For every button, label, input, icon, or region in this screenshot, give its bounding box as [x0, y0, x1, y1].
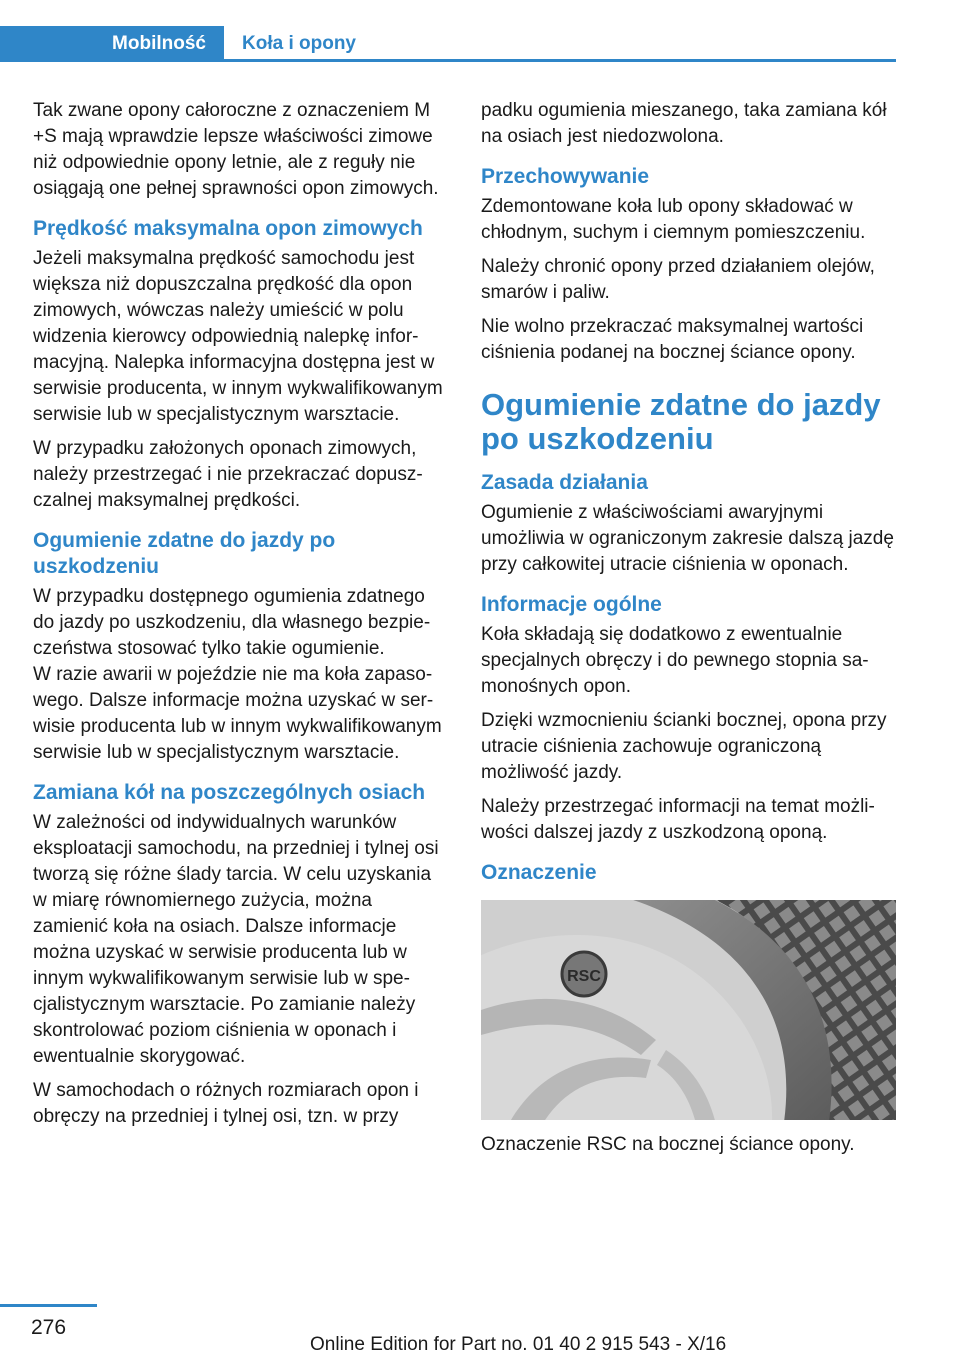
paragraph: W przypadku dostępnego ogumienia zdatnego do jazdy po uszkodzeniu, dla własnego bezpieczeństwa stosować tylko takie ogumienie.: [33, 586, 431, 659]
section-heading-swap: Zamiana kół na poszczególnych osiach: [33, 781, 426, 804]
tire-illustration: [481, 900, 896, 1120]
left-column: [33, 98, 449, 1138]
tab-mobilnosc: [0, 26, 224, 62]
header-tabs: [0, 26, 896, 62]
header-divider: [224, 59, 896, 62]
paragraph: Należy przestrzegać informacji na temat możliwości dalszej jazdy z uszkodzoną oponą.: [481, 796, 875, 843]
footer-divider: [0, 1304, 97, 1307]
paragraph: Należy chronić opony przed działaniem olejów, smarów i paliw.: [481, 256, 875, 303]
section-heading-storage: Przechowywanie: [481, 165, 650, 188]
chapter-heading-runflat: Ogumienie zdatne do jazdy po uszkodzeniu: [481, 387, 881, 456]
section-heading-general: Informacje ogólne: [481, 593, 662, 616]
paragraph: W przypadku założonych oponach zimowych, należy przestrzegać i nie przekraczać dopuszczalnej maksymalnej prędkości.: [33, 438, 423, 511]
paragraph: Tak zwane opony całoroczne z oznaczeniem M +S mają wprawdzie lepsze właściwości zimowe niż odpowiednie opony letnie, ale z reguły nie osiągają one pełnej sprawności opon zimowych.: [33, 100, 439, 199]
paragraph: padku ogumienia mieszanego, taka zamiana kół na osiach jest niedozwolona.: [481, 100, 887, 147]
edition-note: Online Edition for Part no. 01 40 2 915 543 - X/16: [310, 1334, 727, 1355]
right-column: [481, 98, 897, 1166]
tire-sidewall-figure: [481, 900, 896, 1120]
tab-kola-i-opony: [224, 26, 896, 62]
section-heading-speed: Prędkość maksymalna opon zimowych: [33, 217, 423, 240]
paragraph: Dzięki wzmocnieniu ścianki bocznej, opona przy utracie ciśnienia zachowuje ograniczoną możliwość jazdy.: [481, 710, 887, 783]
figure-caption: Oznaczenie RSC na bocznej ściance opony.: [481, 1134, 855, 1155]
paragraph: Zdemontowane koła lub opony składować w chłodnym, suchym i ciemnym pomieszczeniu.: [481, 196, 866, 243]
paragraph: Ogumienie z właściwościami awaryjnymi umożliwia w ograniczonym zakresie dalszą jazdę przy całkowitej utracie ciśnienia w oponach.: [481, 502, 894, 575]
section-heading-marking: Oznaczenie: [481, 861, 597, 884]
paragraph: Jeżeli maksymalna prędkość samochodu jest większa niż dopuszczalna prędkość dla opon zimowych, wówczas należy umieścić w polu widzenia kierowcy odpowiednią nalepkę informacyjną. Nalepka informacyjna dostępna jest w serwisie producenta, w innym wykwalifikowanym serwisie lub w specjalistycznym warsztacie.: [33, 248, 443, 425]
paragraph: W razie awarii w pojeździe nie ma koła zapasowego. Dalsze informacje można uzyskać w serwisie producenta lub w innym wykwalifikowanym serwisie lub w specjalistycznym warsztacie.: [33, 664, 442, 763]
tab-mobilnosc-label: Mobilność: [112, 33, 206, 54]
section-heading-principle: Zasada działania: [481, 471, 648, 494]
paragraph: Nie wolno przekraczać maksymalnej wartości ciśnienia podanej na bocznej ściance opony.: [481, 316, 864, 363]
section-heading-runflat: Ogumienie zdatne do jazdy po uszkodzeniu: [33, 529, 336, 578]
rsc-emblem: RSC: [567, 968, 601, 985]
paragraph: W zależności od indywidualnych warunków eksploatacji samochodu, na przedniej i tylnej osi tworzą się różne ślady tarcia. W celu uzyskania w miarę równomiernego zużycia, można zamienić koła na osiach. Dalsze informacje można uzyskać w serwisie producenta lub w innym wykwalifikowanym serwisie lub w specjalistycznym warsztacie. Po zamianie należy skontrolować poziom ciśnienia w oponach i ewentualnie skorygować.: [33, 812, 439, 1067]
tab-kola-i-opony-label: Koła i opony: [242, 33, 356, 54]
paragraph: W samochodach o różnych rozmiarach opon i obręczy na przedniej i tylnej osi, tzn. w przy: [33, 1080, 419, 1127]
paragraph: Koła składają się dodatkowo z ewentualnie specjalnych obręczy i do pewnego stopnia samonośnych opon.: [481, 624, 869, 697]
page-number: 276: [30, 1316, 67, 1339]
